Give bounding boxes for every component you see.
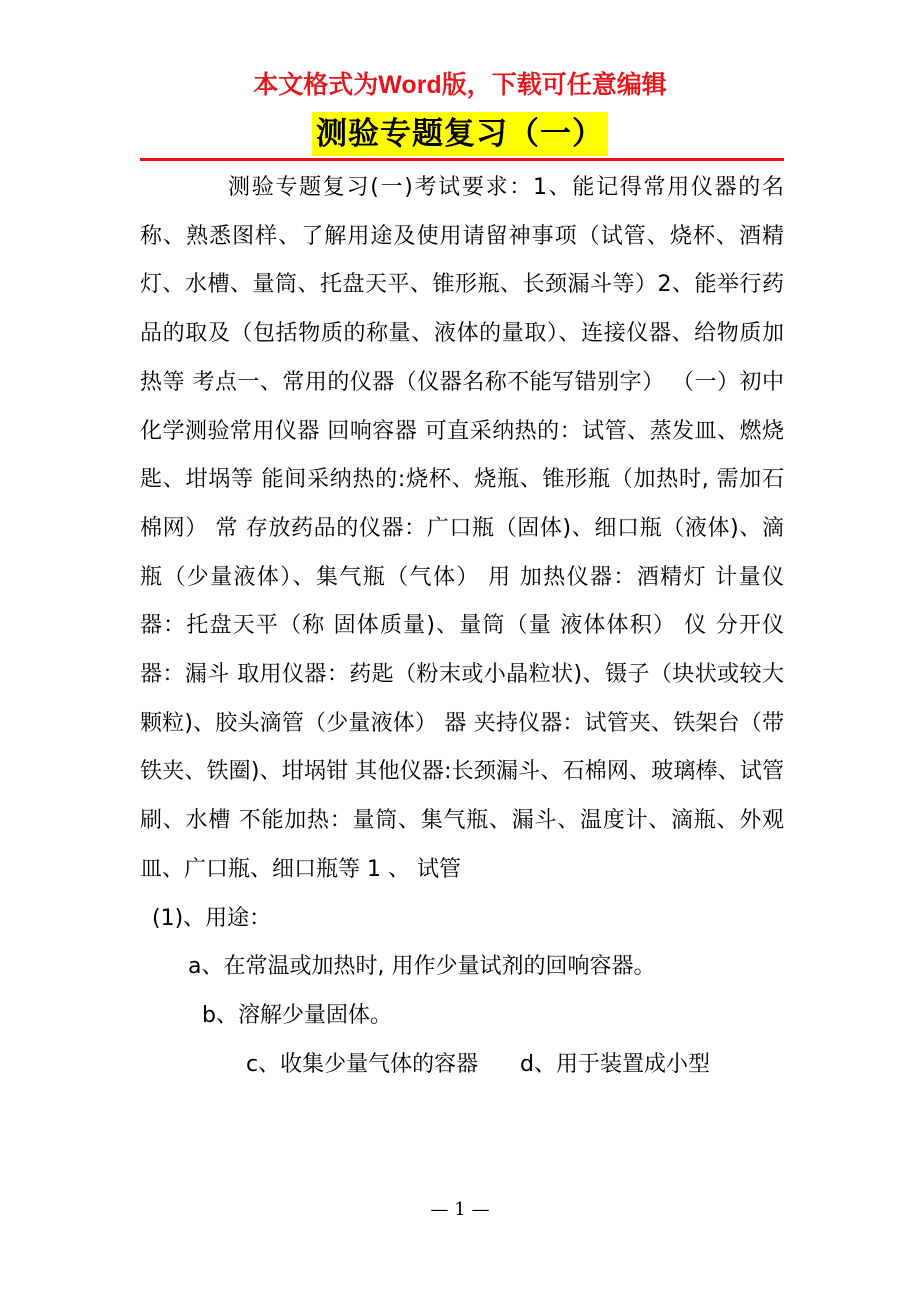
list-item-b: b、溶解少量固体。 — [202, 1002, 392, 1028]
title-container — [0, 112, 920, 156]
download-banner: 本文格式为Word版，下载可任意编辑 — [253, 71, 667, 99]
document-body — [140, 164, 784, 1089]
title-divider — [140, 158, 784, 161]
body-paragraph: 测验专题复习(一)考试要求：1、能记得常用仪器的名称、熟悉图样、了解用途及使用请留神事项（试管、烧杯、酒精灯、水槽、量筒、托盘天平、锥形瓶、长颈漏斗等）2、能举行药品的取及（包括物质的称量、液体的量取）、连接仪器、给物质加热等 考点一、常用的仪器（仪器名称不能写错别字） （一）初中化学测验常用仪器 回响容器 可直采纳热的：试管、蒸发皿、燃烧匙、坩埚等 能间采纳热的:烧杯、烧瓶、锥形瓶（加热时, 需加石棉网） 常 存放药品的仪器：广口瓶（固体)、细口瓶（液体)、滴瓶（少量液体）、集气瓶（气体） 用 加热仪器：酒精灯 计量仪器：托盘天平（称 固体质量)、量筒（量 液体体积） 仪 分开仪器：漏斗 取用仪器：药匙（粉末或小晶粒状)、镊子（块状或较大颗粒)、胶头滴管（少量液体） 器 夹持仪器：试管夹、铁架台（带铁夹、铁圈)、坩埚钳 其他仪器:长颈漏斗、石棉网、玻璃棒、试管刷、水槽 不能加热：量筒、集气瓶、漏斗、温度计、滴瓶、外观皿、广口瓶、细口瓶等 1 、 试管 — [140, 175, 784, 882]
list-item-a: a、在常温或加热时, 用作少量试剂的回响容器。 — [188, 954, 656, 980]
page-number: — 1 — — [430, 1199, 490, 1220]
document-title: 测验专题复习（一） — [312, 112, 608, 156]
list-item-usage: (1)、用途： — [152, 905, 272, 931]
list-item-c-d: c、收集少量气体的容器 d、用于装置成小型 — [246, 1051, 711, 1077]
